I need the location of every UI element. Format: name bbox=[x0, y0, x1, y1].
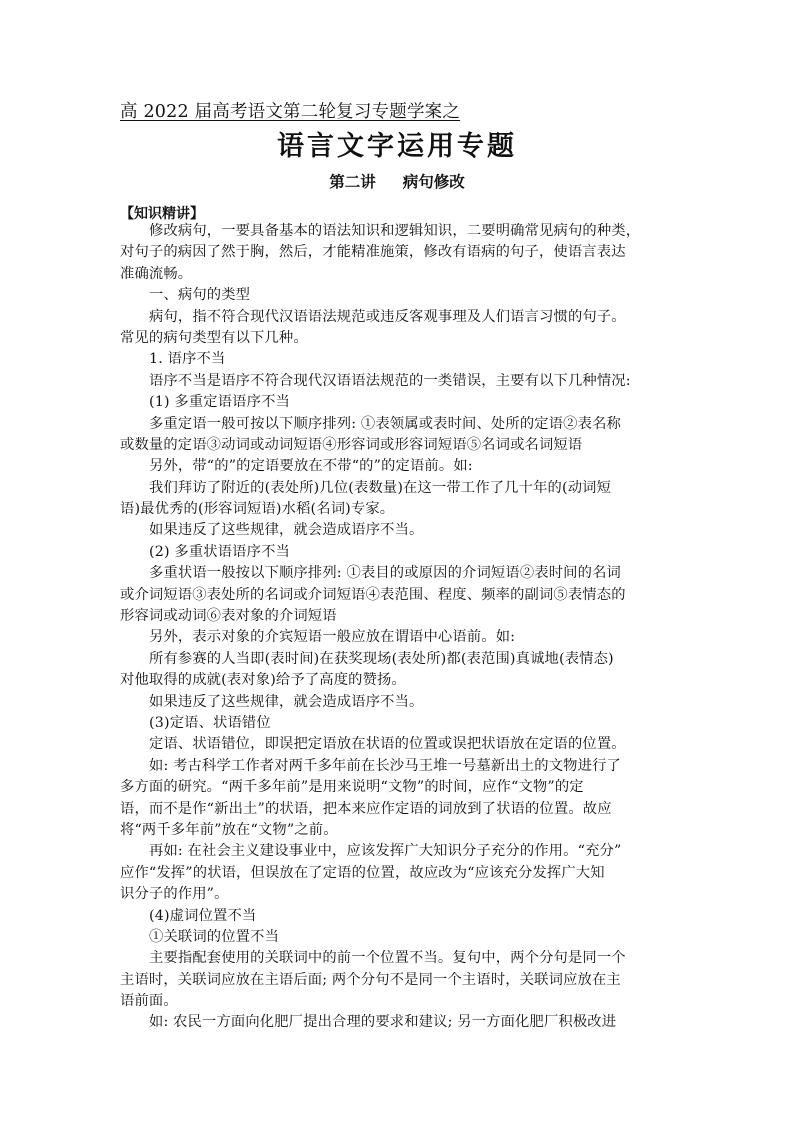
body-line: 主要指配套使用的关联词中的前一个位置不当。复句中，两个分句是同一个 bbox=[149, 950, 626, 967]
body-line: 常见的病句类型有以下几种。 bbox=[120, 329, 308, 346]
body-text bbox=[120, 221, 680, 1034]
body-line: 语序不当是语序不符合现代汉语语法规范的一类错误，主要有以下几种情况: bbox=[149, 372, 631, 389]
body-line: 语，而不是作“新出土”的状语，把本来应作定语的词放到了状语的位置。故应 bbox=[120, 800, 612, 817]
body-line: 应作“发挥”的状语，但误放在了定语的位置，故应改为“应该充分发挥广大知 bbox=[120, 864, 605, 881]
body-line: 语前面。 bbox=[120, 993, 178, 1010]
body-line: 多重状语一般按以下顺序排列: ①表目的或原因的介词短语②表时间的名词 bbox=[149, 565, 621, 582]
body-line: 再如: 在社会主义建设事业中，应该发挥广大知识分子充分的作用。“充分” bbox=[149, 843, 622, 860]
body-line: 对句子的病因了然于胸，然后，才能精准施策，修改有语病的句子，使语言表达 bbox=[120, 244, 626, 261]
body-line: 或介词短语③表处所的名词或介词短语④表范围、程度、频率的副词⑤表情态的 bbox=[120, 586, 626, 603]
body-line: 1. 语序不当 bbox=[149, 351, 226, 368]
body-line: (2) 多重状语语序不当 bbox=[149, 543, 290, 560]
body-line: ①关联词的位置不当 bbox=[149, 928, 280, 945]
body-line: 定语、状语错位，即误把定语放在状语的位置或误把状语放在定语的位置。 bbox=[149, 736, 626, 753]
body-line: 将“两千多年前”放在“文物”之前。 bbox=[120, 821, 338, 838]
body-line: 如果违反了这些规律，就会造成语序不当。 bbox=[149, 693, 424, 710]
body-line: 形容词或动词⑥表对象的介词短语 bbox=[120, 608, 337, 625]
lecture-title: 第二讲 病句修改 bbox=[329, 173, 465, 191]
series-title: 高 2022 届高考语文第二轮复习专题学案之 bbox=[120, 102, 461, 122]
body-line: 多方面的研究。“两千多年前”是用来说明“文物”的时间，应作“文物”的定 bbox=[120, 779, 584, 796]
body-line: 我们拜访了附近的(表处所)几位(表数量)在这一带工作了几十年的(动词短 bbox=[149, 479, 612, 496]
body-line: (1) 多重定语语序不当 bbox=[149, 394, 290, 411]
body-line: 另外，表示对象的介宾短语一般应放在谓语中心语前。如: bbox=[149, 629, 516, 646]
body-line: 如: 考古科学工作者对两千多年前在长沙马王堆一号墓新出土的文物进行了 bbox=[149, 757, 621, 774]
body-line: 病句，指不符合现代汉语语法规范或违反客观事理及人们语言习惯的句子。 bbox=[149, 308, 626, 325]
body-line: 如: 农民一方面向化肥厂提出合理的要求和建议; 另一方面化肥厂积极改进 bbox=[149, 1014, 617, 1031]
body-line: 语)最优秀的(形容词短语)水稻(名词)专家。 bbox=[120, 501, 395, 518]
body-line: 多重定语一般可按以下顺序排列: ①表领属或表时间、处所的定语②表名称 bbox=[149, 415, 621, 432]
body-line: 所有参赛的人当即(表时间)在获奖现场(表处所)都(表范围)真诚地(表情态) bbox=[149, 650, 614, 667]
body-line: 准确流畅。 bbox=[120, 265, 193, 282]
body-line: 识分子的作用”。 bbox=[120, 886, 229, 903]
body-line: 另外，带“的”的定语要放在不带“的”的定语前。如: bbox=[149, 458, 473, 475]
body-line: 如果违反了这些规律，就会造成语序不当。 bbox=[149, 522, 424, 539]
body-line: (4)虚词位置不当 bbox=[149, 907, 257, 924]
body-line: 一、病句的类型 bbox=[149, 287, 251, 304]
main-title: 语言文字运用专题 bbox=[277, 131, 517, 162]
body-line: (3)定语、状语错位 bbox=[149, 714, 271, 731]
body-line: 对他取得的成就(表对象)给予了高度的赞扬。 bbox=[120, 672, 406, 689]
body-line: 主语时，关联词应放在主语后面; 两个分句不是同一个主语时，关联词应放在主 bbox=[120, 971, 621, 988]
body-line: 或数量的定语③动词或动词短语④形容词或形容词短语⑤名词或名词短语 bbox=[120, 436, 583, 453]
section-tag: 【知识精讲】 bbox=[120, 206, 204, 222]
body-line: 修改病句，一要具备基本的语法知识和逻辑知识，二要明确常见病句的种类， bbox=[149, 223, 641, 239]
